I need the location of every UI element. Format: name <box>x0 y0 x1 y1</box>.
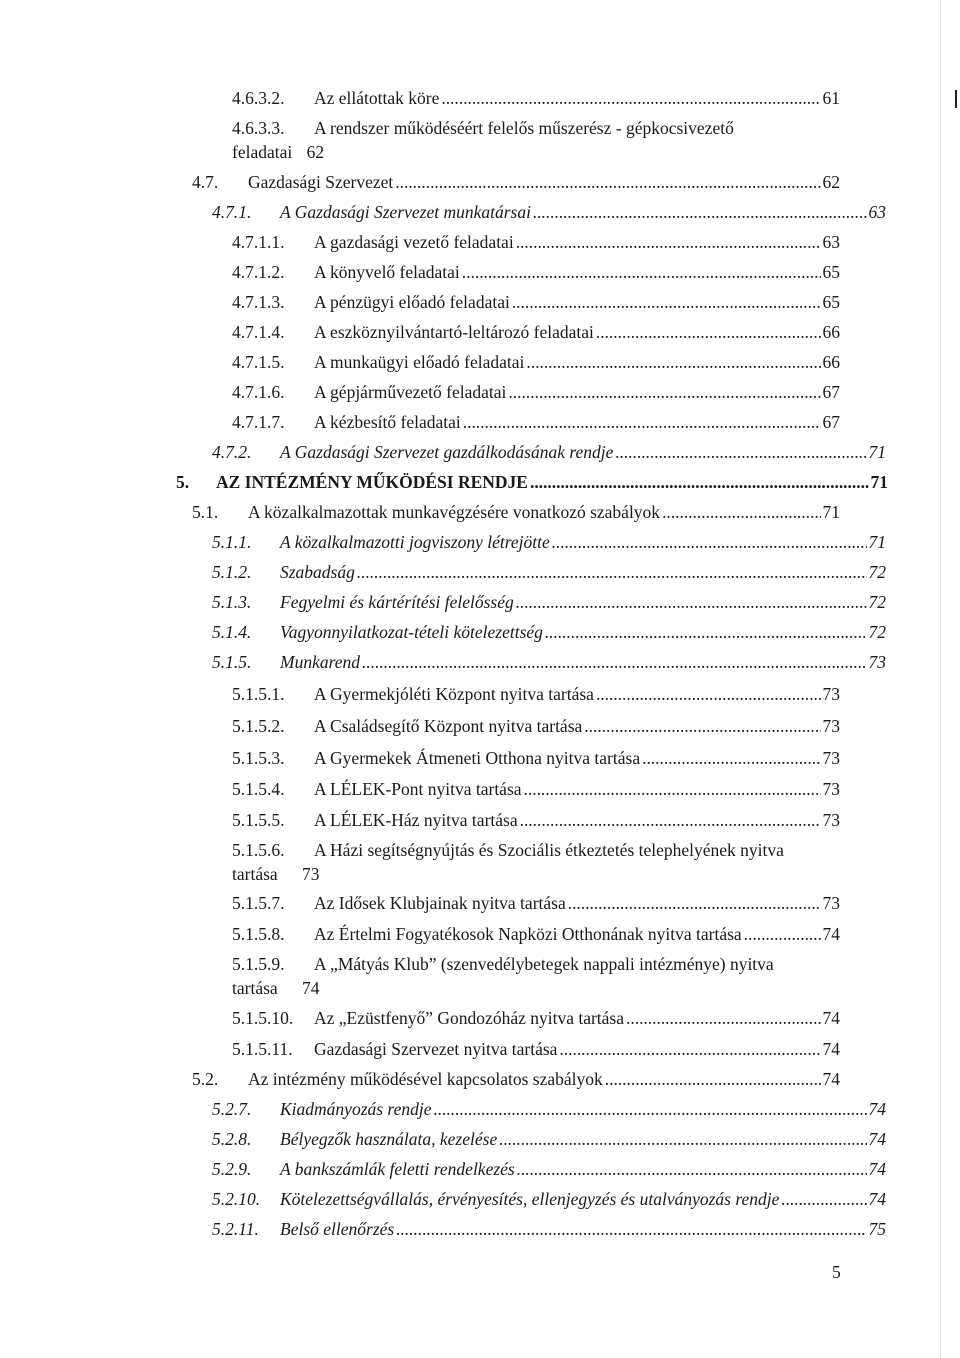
toc-entry[interactable] <box>232 779 840 799</box>
toc-leader <box>499 1131 866 1147</box>
toc-leader <box>434 1101 867 1117</box>
toc-title: A LÉLEK-Ház nyitva tartása <box>314 810 518 830</box>
toc-page: 73 <box>822 893 840 913</box>
toc-title: Bélyegzők használata, kezelése <box>280 1129 498 1149</box>
toc-number: 5.2.10. <box>212 1189 261 1209</box>
toc-title-continuation: tartása <box>232 978 278 998</box>
toc-page: 73 <box>822 684 840 704</box>
toc-number: 5.2.9. <box>212 1159 252 1179</box>
toc-page: 65 <box>822 292 840 312</box>
toc-entry[interactable] <box>232 954 840 974</box>
toc-number: 4.7.1.5. <box>232 352 285 372</box>
toc-entry-continuation <box>232 142 324 162</box>
toc-leader <box>596 324 821 340</box>
toc-title: Az ellátottak köre <box>314 88 440 108</box>
toc-number: 5.2.8. <box>212 1129 252 1149</box>
toc-title: A közalkalmazottak munkavégzésére vonatkozó szabályok <box>248 502 661 522</box>
toc-entry-continuation <box>232 978 320 998</box>
toc-page: 74 <box>822 924 840 944</box>
toc-entry[interactable] <box>232 322 840 342</box>
toc-entry[interactable] <box>232 382 840 402</box>
toc-title: Az Értelmi Fogyatékosok Napközi Otthonának nyitva tartása <box>314 924 742 944</box>
toc-number: 5.1.5.10. <box>232 1008 294 1028</box>
toc-number: 4.7. <box>192 172 219 192</box>
toc-number: 4.7.1.1. <box>232 232 285 252</box>
toc-title-continuation: tartása <box>232 864 278 884</box>
toc-entry[interactable] <box>232 262 840 282</box>
toc-title: Szabadság <box>280 562 355 582</box>
toc-title: A pénzügyi előadó feladatai <box>314 292 510 312</box>
toc-number: 5.1. <box>192 502 219 522</box>
toc-title: Az intézmény működésével kapcsolatos szabályok <box>248 1069 603 1089</box>
toc-number: 5.1.5.11. <box>232 1039 293 1059</box>
toc-number: 4.7.1.7. <box>232 412 285 432</box>
toc-number: 4.6.3.3. <box>232 118 285 138</box>
toc-title: A Családsegítő Központ nyitva tartása <box>314 716 583 736</box>
toc-page: 65 <box>822 262 840 282</box>
toc-number: 4.7.1.3. <box>232 292 285 312</box>
toc-entry[interactable] <box>232 118 840 138</box>
scan-edge <box>940 0 941 1358</box>
toc-leader <box>441 90 820 106</box>
toc-entry[interactable] <box>232 748 840 768</box>
toc-leader <box>605 1071 821 1087</box>
toc-number: 5.1.1. <box>212 532 252 552</box>
toc-title: A Gyermekek Átmeneti Otthona nyitva tartása <box>314 748 641 768</box>
toc-number: 5.1.5.2. <box>232 716 285 736</box>
toc-leader <box>516 234 821 250</box>
toc-entry[interactable] <box>232 232 840 252</box>
toc-entry[interactable] <box>212 1159 886 1179</box>
toc-leader <box>526 354 820 370</box>
toc-leader <box>596 686 821 702</box>
toc-entry[interactable] <box>212 442 886 462</box>
toc-title: Gazdasági Szervezet nyitva tartása <box>314 1039 558 1059</box>
toc-leader <box>524 781 821 797</box>
toc-number: 5.2.7. <box>212 1099 252 1119</box>
toc-page: 71 <box>868 532 886 552</box>
toc-page: 75 <box>868 1219 886 1239</box>
toc-title: A „Mátyás Klub” (szenvedélybetegek nappali intézménye) nyitva <box>314 954 774 974</box>
toc-entry[interactable] <box>232 1039 840 1059</box>
toc-leader <box>362 654 866 670</box>
toc-entry[interactable] <box>212 592 886 612</box>
toc-page: 74 <box>302 978 320 998</box>
toc-chapter-entry[interactable] <box>176 472 888 492</box>
toc-page: 67 <box>822 382 840 402</box>
toc-number: 4.7.1.4. <box>232 322 285 342</box>
toc-title: Az Idősek Klubjainak nyitva tartása <box>314 893 566 913</box>
toc-number: 5.1.2. <box>212 562 252 582</box>
toc-page: 63 <box>822 232 840 252</box>
toc-title: Vagyonnyilatkozat-tételi kötelezettség <box>280 622 543 642</box>
toc-entry[interactable] <box>232 716 840 736</box>
toc-number: 5.1.5.1. <box>232 684 285 704</box>
toc-page: 71 <box>868 442 886 462</box>
toc-entry[interactable] <box>232 412 840 432</box>
toc-number: 4.7.1.6. <box>232 382 285 402</box>
toc-title: Fegyelmi és kártérítési felelősség <box>280 592 514 612</box>
toc-leader <box>516 594 867 610</box>
toc-leader <box>626 1010 820 1026</box>
toc-title: A rendszer működéséért felelős műszerész - gépkocsivezető <box>314 118 734 138</box>
toc-entry[interactable] <box>212 532 886 552</box>
toc-leader <box>545 624 867 640</box>
toc-entry[interactable] <box>232 810 840 830</box>
toc-number: 5.1.5. <box>212 652 252 672</box>
toc-page: 74 <box>822 1069 840 1089</box>
toc-number: 5.1.4. <box>212 622 252 642</box>
toc-page: 66 <box>822 322 840 342</box>
toc-page: 62 <box>306 142 325 162</box>
toc-leader <box>615 444 866 460</box>
toc-page: 66 <box>822 352 840 372</box>
toc-entry[interactable] <box>212 1189 886 1209</box>
toc-title: Kiadmányozás rendje <box>280 1099 432 1119</box>
toc-number: 4.6.3.2. <box>232 88 285 108</box>
toc-leader <box>642 750 820 766</box>
toc-entry[interactable] <box>232 924 840 944</box>
toc-entry[interactable] <box>232 1008 840 1028</box>
toc-leader <box>462 264 821 280</box>
toc-title: A gazdasági vezető feladatai <box>314 232 514 252</box>
toc-number: 5.1.5.3. <box>232 748 285 768</box>
toc-entry[interactable] <box>232 352 840 372</box>
toc-entry[interactable] <box>212 562 886 582</box>
toc-title: A munkaügyi előadó feladatai <box>314 352 525 372</box>
toc-entry[interactable] <box>212 202 886 222</box>
toc-entry[interactable] <box>212 652 886 672</box>
toc-title: AZ INTÉZMÉNY MŰKÖDÉSI RENDJE <box>216 472 528 492</box>
toc-entry[interactable] <box>212 622 886 642</box>
toc-number: 5.2.11. <box>212 1219 259 1239</box>
toc-page: 72 <box>868 562 886 582</box>
toc-number: 5.1.5.7. <box>232 893 285 913</box>
toc-entry[interactable] <box>212 1129 886 1149</box>
toc-page: 74 <box>868 1129 886 1149</box>
toc-page: 73 <box>302 864 320 884</box>
toc-page: 73 <box>822 779 840 799</box>
toc-page: 74 <box>868 1189 886 1209</box>
toc-number: 4.7.2. <box>212 442 252 462</box>
toc-number: 5. <box>176 472 190 492</box>
toc-page: 73 <box>822 748 840 768</box>
toc-number: 4.7.1.2. <box>232 262 285 282</box>
toc-title-continuation: feladatai <box>232 142 293 162</box>
toc-page: 62 <box>822 172 840 192</box>
scan-mark <box>955 90 957 108</box>
toc-leader <box>530 474 869 490</box>
toc-page: 73 <box>868 652 886 672</box>
toc-title: A Gazdasági Szervezet munkatársai <box>280 202 531 222</box>
toc-title: A kézbesítő feladatai <box>314 412 461 432</box>
toc-leader <box>395 174 820 190</box>
toc-title: Az „Ezüstfenyő” Gondozóház nyitva tartása <box>314 1008 625 1028</box>
toc-page: 71 <box>822 502 840 522</box>
toc-title: Munkarend <box>280 652 361 672</box>
toc-entry[interactable] <box>192 172 840 192</box>
toc-leader <box>744 926 821 942</box>
toc-leader <box>781 1191 866 1207</box>
toc-leader <box>533 204 867 220</box>
toc-page: 63 <box>868 202 886 222</box>
toc-title: A könyvelő feladatai <box>314 262 460 282</box>
toc-leader <box>463 414 821 430</box>
toc-leader <box>396 1221 866 1237</box>
toc-number: 5.1.5.9. <box>232 954 285 974</box>
toc-entry[interactable] <box>232 292 840 312</box>
toc-leader <box>357 564 867 580</box>
toc-entry[interactable] <box>192 1069 840 1089</box>
toc-number: 5.1.5.5. <box>232 810 285 830</box>
toc-leader <box>568 895 821 911</box>
toc-title: Belső ellenőrzés <box>280 1219 395 1239</box>
toc-title: A LÉLEK-Pont nyitva tartása <box>314 779 522 799</box>
toc-title: Kötelezettségvállalás, érvényesítés, ellenjegyzés és utalványozás rendje <box>280 1189 780 1209</box>
toc-entry[interactable] <box>232 840 840 860</box>
toc-entry[interactable] <box>232 893 840 913</box>
toc-leader <box>512 294 821 310</box>
toc-leader <box>662 504 820 520</box>
toc-leader <box>552 534 867 550</box>
page-number: 5 <box>832 1262 841 1282</box>
toc-page: 61 <box>822 88 840 108</box>
toc-title: A gépjárművezető feladatai <box>314 382 507 402</box>
toc-leader <box>517 1161 867 1177</box>
toc-page: 73 <box>822 716 840 736</box>
toc-page: 71 <box>870 472 888 492</box>
toc-page: 67 <box>822 412 840 432</box>
toc-title: A Házi segítségnyújtás és Szociális étkeztetés telephelyének nyitva <box>314 840 784 860</box>
toc-entry[interactable] <box>212 1219 886 1239</box>
toc-page: 72 <box>868 622 886 642</box>
toc-number: 5.1.5.4. <box>232 779 285 799</box>
toc-entry[interactable] <box>232 684 840 704</box>
toc-entry-continuation <box>232 864 320 884</box>
toc-number: 5.1.5.8. <box>232 924 285 944</box>
toc-number: 5.1.5.6. <box>232 840 285 860</box>
toc-leader <box>520 812 821 828</box>
toc-title: A bankszámlák feletti rendelkezés <box>280 1159 515 1179</box>
toc-title: Gazdasági Szervezet <box>248 172 394 192</box>
toc-entry[interactable] <box>192 502 840 522</box>
toc-leader <box>584 718 820 734</box>
toc-entry[interactable] <box>212 1099 886 1119</box>
toc-number: 5.1.3. <box>212 592 252 612</box>
toc-page: 74 <box>822 1008 840 1028</box>
toc-title: A Gyermekjóléti Központ nyitva tartása <box>314 684 594 704</box>
toc-page: 74 <box>868 1099 886 1119</box>
toc-leader <box>559 1041 820 1057</box>
toc-page: 74 <box>822 1039 840 1059</box>
toc-entry[interactable] <box>232 88 840 108</box>
toc-page: 74 <box>868 1159 886 1179</box>
toc-title: A Gazdasági Szervezet gazdálkodásának rendje <box>280 442 614 462</box>
toc-leader <box>508 384 820 400</box>
toc-title: A közalkalmazotti jogviszony létrejötte <box>280 532 550 552</box>
toc-page: 72 <box>868 592 886 612</box>
toc-page: 73 <box>822 810 840 830</box>
toc-number: 5.2. <box>192 1069 219 1089</box>
toc-number: 4.7.1. <box>212 202 252 222</box>
toc-title: A eszköznyilvántartó-leltározó feladatai <box>314 322 594 342</box>
